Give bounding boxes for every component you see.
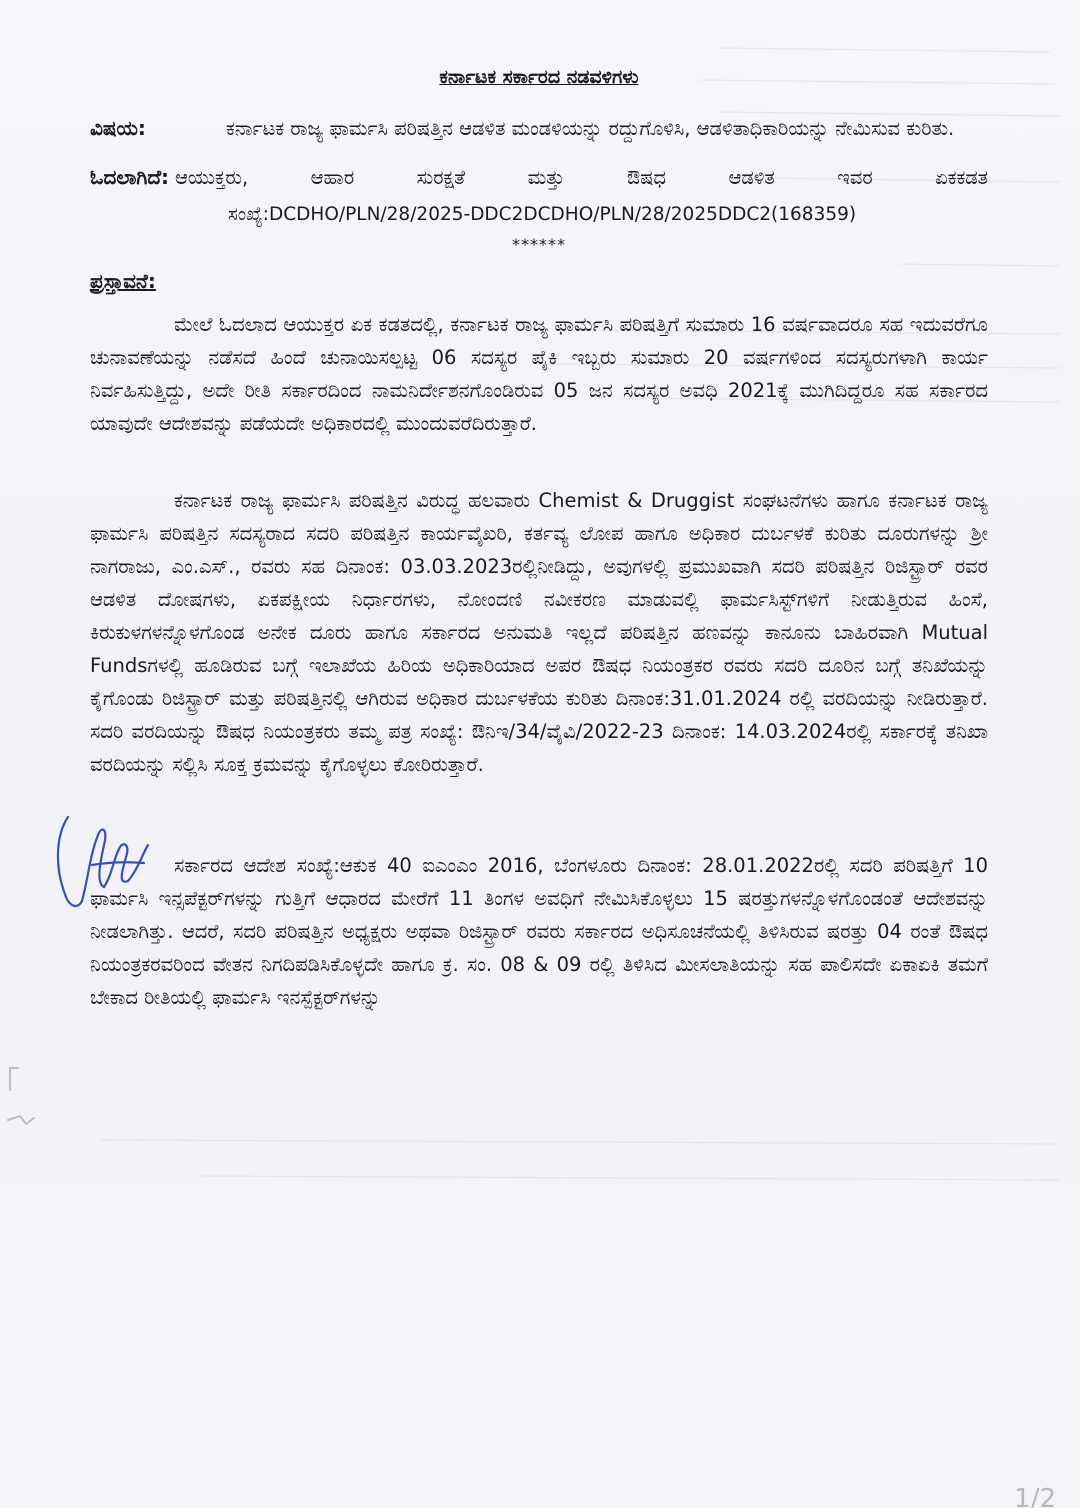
subject-section <box>90 112 988 145</box>
read-section <box>90 161 988 194</box>
document-heading: ಕರ್ನಾಟಕ ಸರ್ಕಾರದ ನಡವಳಿಗಳು <box>439 66 639 88</box>
signature-icon <box>48 805 158 925</box>
separator: ****** <box>512 235 566 254</box>
paragraph-2: ಕರ್ನಾಟಕ ರಾಜ್ಯ ಫಾರ್ಮಸಿ ಪರಿಷತ್ತಿನ ವಿರುದ್ಧ ಹಲವಾರು Chemist & Druggist ಸಂಘಟನೆಗಳು ಹಾಗೂ ಕರ್ನಾಟಕ ರಾಜ್ಯ ಫಾರ್ಮಸಿ ಪರಿಷತ್ತಿನ ಸದಸ್ಯರಾದ ಸದರಿ ಪರಿಷತ್ತಿನ ಕಾರ್ಯವೈಖರಿ, ಕರ್ತವ್ಯ ಲೋಪ ಹಾಗೂ ಅಧಿಕಾರ ದುರ್ಬಳಕೆ ಕುರಿತು ದೂರುಗಳನ್ನು ಶ್ರೀ ನಾಗರಾಜು, ಎಂ.ಎಸ್., ರವರು ಸಹ ದಿನಾಂಕ: 03.03.2023ರಲ್ಲಿನೀಡಿದ್ದು, ಅವುಗಳಲ್ಲಿ ಪ್ರಮುಖವಾಗಿ ಸದರಿ ಪರಿಷತ್ತಿನ ರಿಜಿಸ್ಟ್ರಾರ್ ರವರ ಆಡಳಿತ ದೋಷಗಳು, ಏಕಪಕ್ಷೀಯ ನಿರ್ಧಾರಗಳು, ನೋಂದಣಿ ನವೀಕರಣ ಮಾಡುವಲ್ಲಿ ಫಾರ್ಮಸಿಸ್ಟ್‌ಗಳಿಗೆ ನೀಡುತ್ತಿರುವ ಹಿಂಸೆ, ಕಿರುಕುಳಗಳನ್ನೊಳಗೊಂಡ ಅನೇಕ ದೂರು ಹಾಗೂ ಸರ್ಕಾರದ ಅನುಮತಿ ಇಲ್ಲದೆ ಪರಿಷತ್ತಿನ ಹಣವನ್ನು ಕಾನೂನು ಬಾಹಿರವಾಗಿ Mutual Fundsಗಳಲ್ಲಿ ಹೂಡಿರುವ ಬಗ್ಗೆ ಇಲಾಖೆಯ ಹಿರಿಯ ಅಧಿಕಾರಿಯಾದ ಅಪರ ಔಷಧ ನಿಯಂತ್ರಕರ ರವರು ಸದರಿ ದೂರಿನ ಬಗ್ಗೆ ತನಿಖೆಯನ್ನು ಕೈಗೊಂಡು ರಿಜಿಸ್ಟ್ರಾರ್ ಮತ್ತು ಪರಿಷತ್ತಿನಲ್ಲಿ ಆಗಿರುವ ಅಧಿಕಾರ ದುರ್ಬಳಕೆಯ ಕುರಿತು ದಿನಾಂಕ:31.01.2024 ರಲ್ಲಿ ವರದಿಯನ್ನು ನೀಡಿರುತ್ತಾರೆ. ಸದರಿ ವರದಿಯನ್ನು ಔಷಧ ನಿಯಂತ್ರಕರು ತಮ್ಮ ಪತ್ರ ಸಂಖ್ಯೆ: ಔನಿಇ/34/ವೈವಿ/2022-23 ದಿನಾಂಕ: 14.03.2024ರಲ್ಲಿ ಸರ್ಕಾರಕ್ಕೆ ತನಿಖಾ ವರದಿಯನ್ನು ಸಲ್ಲಿಸಿ ಸೂಕ್ತ ಕ್ರಮವನ್ನು ಕೈಗೊಳ್ಳಲು ಕೋರಿರುತ್ತಾರೆ. <box>90 489 988 776</box>
margin-pencil-mark <box>0 1060 60 1140</box>
read-label: ಓದಲಾಗಿದೆ: <box>90 165 170 189</box>
page-number: 1/2 <box>1014 1484 1056 1508</box>
read-reference-number: ಸಂಖ್ಯೆ:DCDHO/PLN/28/2025-DDC2DCDHO/PLN/28/2025DDC2(168359) <box>228 204 857 225</box>
read-text: ಆಯುಕ್ತರು, ಆಹಾರ ಸುರಕ್ಷತೆ ಮತ್ತು ಔಷಧ ಆಡಳಿತ ಇವರ ಏಕಕಡತ <box>175 166 988 189</box>
paragraph-3: ಸರ್ಕಾರದ ಆದೇಶ ಸಂಖ್ಯೆ:ಆಕುಕ 40 ಐಎಂಎಂ 2016, ಬೆಂಗಳೂರು ದಿನಾಂಕ: 28.01.2022ರಲ್ಲಿ ಸದರಿ ಪರಿಷತ್ತಿಗೆ 10 ಫಾರ್ಮಸಿ ಇನ್ಸಪೆಕ್ಟರ್‌ಗಳನ್ನು ಗುತ್ತಿಗೆ ಆಧಾರದ ಮೇರೆಗೆ 11 ತಿಂಗಳ ಅವಧಿಗೆ ನೇಮಿಸಿಕೊಳ್ಳಲು 15 ಷರತ್ತುಗಳನ್ನೊಳಗೊಂಡಂತೆ ಆದೇಶವನ್ನು ನೀಡಲಾಗಿತ್ತು. ಆದರೆ, ಸದರಿ ಪರಿಷತ್ತಿನ ಅಧ್ಯಕ್ಷರು ಅಥವಾ ರಿಜಿಸ್ಟ್ರಾರ್ ರವರು ಸರ್ಕಾರದ ಅಧಿಸೂಚನೆಯಲ್ಲಿ ತಿಳಿಸಿರುವ ಷರತ್ತು 04 ರಂತೆ ಔಷಧ ನಿಯಂತ್ರಕರವರಿಂದ ವೇತನ ನಿಗದಿಪಡಿಸಿಕೊಳ್ಳದೇ ಹಾಗೂ ಕ್ರ. ಸಂ. 08 & 09 ರಲ್ಲಿ ತಿಳಿಸಿದ ಮೀಸಲಾತಿಯನ್ನು ಸಹ ಪಾಲಿಸದೇ ಏಕಾಏಕಿ ತಮಗೆ ಬೇಕಾದ ರೀತಿಯಲ್ಲಿ ಫಾರ್ಮಸಿ ಇನಸ್ಪೆಕ್ಟರ್‌ಗಳನ್ನು <box>90 854 988 1009</box>
preamble-heading: ಪ್ರಸ್ತಾವನೆ: <box>90 269 156 293</box>
paragraph-1: ಮೇಲೆ ಓದಲಾದ ಆಯುಕ್ತರ ಏಕ ಕಡತದಲ್ಲಿ, ಕರ್ನಾಟಕ ರಾಜ್ಯ ಫಾರ್ಮಸಿ ಪರಿಷತ್ತಿಗೆ ಸುಮಾರು 16 ವರ್ಷವಾದರೂ ಸಹ ಇದುವರೆಗೂ ಚುನಾವಣೆಯನ್ನು ನಡೆಸದೆ ಹಿಂದೆ ಚುನಾಯಿಸಲ್ಪಟ್ಟ 06 ಸದಸ್ಯರ ಪೈಕಿ ಇಬ್ಬರು ಸುಮಾರು 20 ವರ್ಷಗಳಿಂದ ಸದಸ್ಯರುಗಳಾಗಿ ಕಾರ್ಯ ನಿರ್ವಹಿಸುತ್ತಿದ್ದು, ಅದೇ ರೀತಿ ಸರ್ಕಾರದಿಂದ ನಾಮನಿರ್ದೇಶನಗೊಂಡಿರುವ 05 ಜನ ಸದಸ್ಯರ ಅವಧಿ 2021ಕ್ಕೆ ಮುಗಿದಿದ್ದರೂ ಸಹ ಸರ್ಕಾರದ ಯಾವುದೇ ಆದೇಶವನ್ನು ಪಡೆಯದೇ ಅಧಿಕಾರದಲ್ಲಿ ಮುಂದುವರೆದಿರುತ್ತಾರೆ. <box>90 313 988 435</box>
subject-text: ಕರ್ನಾಟಕ ರಾಜ್ಯ ಫಾರ್ಮಸಿ ಪರಿಷತ್ತಿನ ಆಡಳಿತ ಮಂಡಳಿಯನ್ನು ರದ್ದುಗೊಳಿಸಿ, ಆಡಳಿತಾಧಿಕಾರಿಯನ್ನು ನೇಮಿಸುವ ಕುರಿತು. <box>226 117 955 140</box>
document-body <box>90 62 988 1014</box>
subject-label: ವಿಷಯ: <box>90 116 146 140</box>
